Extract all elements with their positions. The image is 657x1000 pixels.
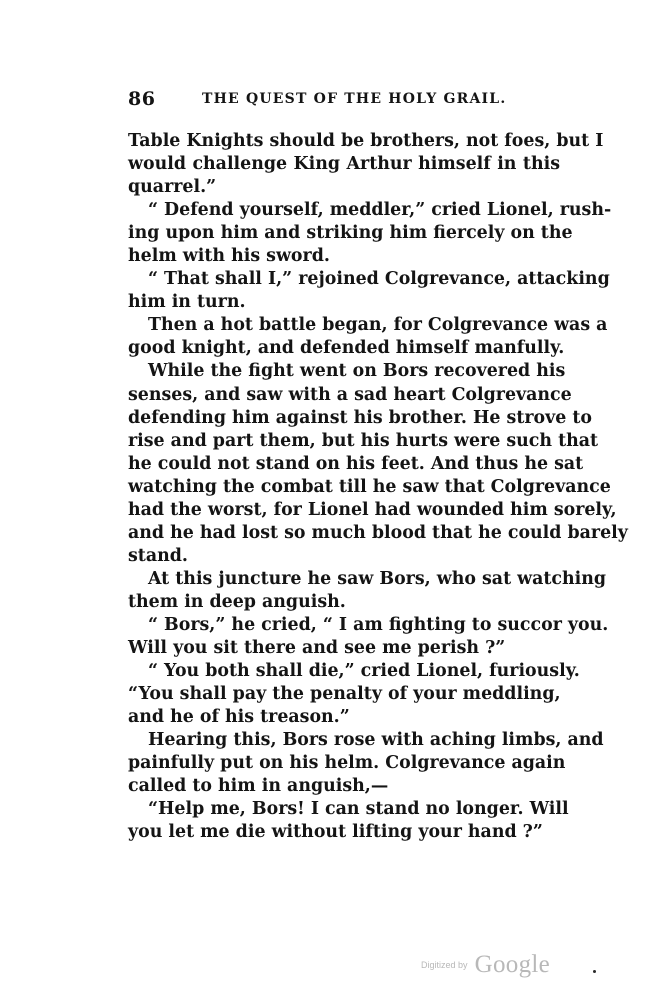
text-line: painfully put on his helm. Colgrevance again (128, 753, 566, 774)
text-line: Hearing this, Bors rose with aching limbs, and (148, 730, 604, 751)
text-line: “Help me, Bors! I can stand no longer. Will (148, 799, 569, 820)
text-line: called to him in anguish,— (128, 776, 389, 797)
text-line: had the worst, for Lionel had wounded him sorely, (128, 499, 617, 520)
text-line: “ You both shall die,” cried Lionel, furiously. (148, 661, 580, 682)
text-line: and he of his treason.” (128, 707, 350, 728)
running-head: THE QUEST OF THE HOLY GRAIL. (202, 91, 507, 107)
text-line: Will you sit there and see me perish ?” (128, 638, 506, 659)
google-logo: Google (474, 951, 551, 978)
text-line: While the fight went on Bors recovered his (148, 361, 566, 382)
text-line: “ That shall I,” rejoined Colgrevance, attacking (148, 269, 610, 290)
page-header (128, 88, 560, 112)
text-line: helm with his sword. (128, 246, 330, 267)
text-line: ing upon him and striking him fiercely on the (128, 223, 573, 244)
digitized-by-google-watermark (421, 951, 550, 981)
text-line: would challenge King Arthur himself in this (128, 154, 560, 175)
text-line: you let me die without lifting your hand ?” (128, 822, 543, 843)
text-line: good knight, and defended himself manfully. (128, 338, 565, 359)
text-line: stand. (128, 545, 188, 566)
text-line: “ Defend yourself, meddler,” cried Lionel, rush- (148, 200, 612, 221)
body-text (128, 130, 628, 844)
text-line: defending him against his brother. He strove to (128, 407, 592, 428)
page-number: 86 (128, 88, 156, 110)
text-line: quarrel.” (128, 177, 217, 198)
text-line: Then a hot battle began, for Colgrevance was a (148, 315, 608, 336)
text-line: and he had lost so much blood that he could barely (128, 522, 628, 543)
text-line: “You shall pay the penalty of your meddling, (128, 684, 561, 705)
watermark-prefix: Digitized by (421, 960, 468, 970)
text-line: “ Bors,” he cried, “ I am fighting to succor you. (148, 614, 609, 635)
text-line: him in turn. (128, 292, 246, 313)
text-line: he could not stand on his feet. And thus he sat (128, 453, 584, 474)
text-line: Table Knights should be brothers, not foes, but I (128, 131, 604, 151)
text-line: them in deep anguish. (128, 591, 346, 612)
text-line: watching the combat till he saw that Colgrevance (128, 476, 611, 497)
text-line: rise and part them, but his hurts were such that (128, 430, 599, 451)
ink-speck (593, 970, 596, 973)
text-line: senses, and saw with a sad heart Colgrevance (128, 384, 572, 405)
text-line: At this juncture he saw Bors, who sat watching (148, 568, 607, 589)
